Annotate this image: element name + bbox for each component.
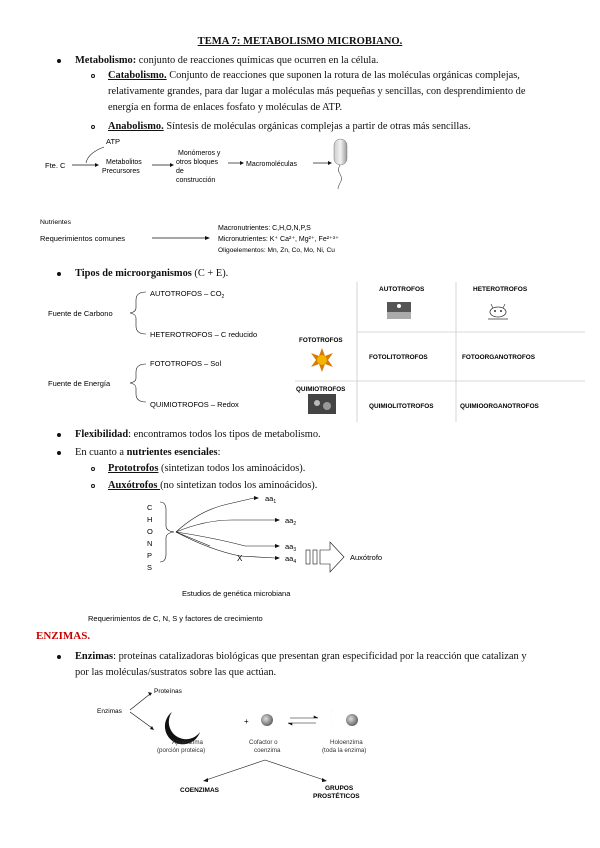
- genetics-caption: Estudios de genética microbiana: [182, 589, 291, 598]
- bullet-flexibilidad: [57, 433, 61, 437]
- auxotrofos-term: Auxótrofos: [108, 480, 161, 491]
- enzimas-label: Enzimas: [97, 708, 122, 715]
- anabolismo-line: [108, 119, 471, 135]
- arrow-1-head: [95, 163, 99, 167]
- grid-row-fototrofos: FOTOTROFOS: [299, 337, 343, 344]
- mono-line4: construcción: [176, 177, 216, 184]
- prototrofos-def: (sintetizan todos los aminoácidos).: [158, 463, 306, 474]
- circle-bullet-catabolismo: [91, 74, 95, 78]
- holo-line1: Holoenzima: [330, 739, 363, 746]
- micronutrientes: Micronutrientes: K⁺ Ca²⁺, Mg²⁺, Fe²⁺³⁺: [218, 236, 339, 243]
- cofactor-icon: [261, 714, 273, 726]
- heterotrofos-label: HETEROTROFOS – C reducido: [150, 330, 258, 339]
- anabolismo-def: Síntesis de moléculas orgánicas complejas a partir de otras más sencillas.: [163, 121, 471, 132]
- fte-c-label: Fte. C: [45, 161, 66, 170]
- flexibilidad-line: [75, 427, 321, 443]
- flexibilidad-def: : encontramos todos los tipos de metabolismo.: [128, 429, 321, 440]
- coenzimas-label: COENZIMAS: [180, 787, 219, 794]
- auxotrofo-arrow: [306, 542, 344, 572]
- enzimas-block: [75, 649, 575, 681]
- catabolismo-line2: relativamente grandes, para dar lugar a moléculas más pequeñas y sencillas, con desprendimiento de: [108, 86, 526, 97]
- brace-carbono: [130, 292, 146, 334]
- atp-curve: [86, 147, 104, 163]
- blocked-x-mark: X: [237, 554, 243, 563]
- aa3-label: $aa_3$: [285, 542, 297, 553]
- grupos-line1: GRUPOS: [325, 785, 354, 792]
- nutrientes-post: :: [217, 447, 221, 458]
- auxotrofos-def: (no sintetizan todos los aminoácidos).: [160, 480, 318, 491]
- cof-line1: Cofactor o: [249, 739, 278, 746]
- bacterium-icon: [334, 139, 347, 165]
- arrow-heads: [254, 496, 280, 560]
- fuente-carbono: Fuente de Carbono: [48, 309, 113, 318]
- apo-line2: (porción proteica): [157, 747, 206, 754]
- atp-label: ATP: [106, 137, 121, 146]
- plus-sign: +: [244, 717, 249, 726]
- holo-line2: (toda la enzima): [322, 747, 367, 754]
- proteinas-label: Proteínas: [154, 688, 182, 695]
- enzimas-line1: : proteínas catalizadoras biológicas que presentan gran especificidad por la reacción que catalizan y: [113, 651, 527, 662]
- aa2-label: $aa_2$: [285, 516, 297, 527]
- requerimientos-label: Requerimientos comunes: [40, 234, 126, 243]
- prototrofos-term: Prototrofos: [108, 463, 159, 474]
- metab-line2: Precursores: [102, 168, 140, 175]
- letters-brace: [160, 502, 174, 562]
- metabolismo-line: [75, 53, 379, 69]
- bullet-metabolismo: [57, 59, 61, 63]
- flexibilidad-term: Flexibilidad: [75, 429, 129, 440]
- branch-arrows: [176, 498, 275, 558]
- heterotroph-icon: [488, 304, 508, 319]
- letter-h: H: [147, 515, 153, 524]
- metabolismo-term: Metabolismo:: [75, 55, 137, 66]
- bullet-tipos: [57, 272, 61, 276]
- grid-fotoorganotrofos: FOTOORGANOTROFOS: [462, 354, 536, 361]
- chemotroph-image: [308, 394, 336, 414]
- arrow-4-head: [328, 161, 332, 165]
- tipos-line: [75, 266, 228, 282]
- brace-energia: [130, 364, 146, 402]
- circle-bullet-auxotrofos: [91, 484, 95, 488]
- grid-col-autotrofos: AUTOTROFOS: [379, 286, 425, 293]
- enzimas-line2: por las moléculas/sustratos sobre las que actúan.: [75, 667, 277, 678]
- catabolismo-line3: energía en forma de enlaces fosfato y moléculas de ATP.: [108, 102, 343, 113]
- letter-n: N: [147, 539, 153, 548]
- nutrientes-pre: En cuanto a: [75, 447, 127, 458]
- oligoelementos: Oligoelementos: Mn, Zn, Co, Mo, Ni, Cu: [218, 247, 335, 254]
- letter-s: S: [147, 563, 153, 572]
- macro-label: Macromoléculas: [246, 161, 297, 168]
- letter-o: O: [147, 527, 153, 536]
- mono-line3: de: [176, 168, 184, 175]
- tipos-rest: (C + E).: [191, 268, 229, 279]
- aa4-label: $aa_4$: [285, 554, 297, 565]
- genetics-diagram: [0, 490, 600, 625]
- sun-icon: [311, 348, 333, 372]
- tipos-term: Tipos de microorganismos: [75, 268, 192, 279]
- nutrientes-label: Nutrientes: [40, 219, 71, 226]
- apo-line1: Apoenzima: [172, 739, 203, 746]
- enzimas-heading: ENZIMAS.: [36, 630, 91, 642]
- bullet-nutrientes: [57, 451, 61, 455]
- grid-fotolitotrofos: FOTOLITOTROFOS: [369, 354, 428, 361]
- letter-c: C: [147, 503, 153, 512]
- requirements-text: Requerimientos de C, N, S y factores de crecimiento: [88, 614, 263, 623]
- mono-line2: otros bloques: [176, 159, 219, 166]
- catabolismo-term: Catabolismo.: [108, 70, 167, 81]
- grupos-line2: PROSTÉTICOS: [313, 793, 360, 800]
- arrow-2-head: [170, 163, 174, 167]
- nutrients-diagram: [0, 215, 600, 260]
- arrow-3-head: [240, 161, 244, 165]
- letter-p: P: [147, 551, 153, 560]
- page-title: TEMA 7: METABOLISMO MICROBIANO.: [197, 36, 403, 47]
- classification-diagram: [0, 282, 300, 412]
- classification-grid: [295, 282, 585, 422]
- metabolismo-def: conjunto de reacciones químicas que ocurren en la célula.: [136, 55, 379, 66]
- arrow-apoenzima: [130, 712, 152, 728]
- nutrients-arrow-head: [205, 236, 210, 240]
- quimiotrofos-label: QUIMIOTROFOS – Redox: [150, 400, 239, 409]
- circle-bullet-anabolismo: [91, 125, 95, 129]
- prototrofos-line: [108, 461, 305, 477]
- metab-line1: Metabolitos: [106, 159, 142, 166]
- catabolismo-line1: Conjunto de reacciones que suponen la rotura de las moléculas orgánicas complejas,: [166, 70, 520, 81]
- nutrientes-term: nutrientes esenciales: [126, 447, 218, 458]
- grid-quimioorganotrofos: QUIMIOORGANOTROFOS: [460, 403, 539, 410]
- anabolismo-term: Anabolismo.: [108, 121, 164, 132]
- flagellum-icon: [338, 165, 342, 189]
- cof-line2: coenzima: [254, 747, 281, 754]
- macronutrientes: Macronutrientes: C,H,O,N,P,S: [218, 225, 311, 232]
- holoenzyme-cofactor: [346, 714, 358, 726]
- arrow-proteinas: [130, 694, 150, 710]
- arrow-coenzimas: [206, 760, 265, 780]
- aa1-label: $aa_1$: [265, 494, 277, 505]
- circle-bullet-prototrofos: [91, 467, 95, 471]
- mono-line1: Monómeros y: [178, 150, 221, 157]
- grid-row-quimiotrofos: QUIMIOTROFOS: [296, 386, 346, 393]
- autotrofos-label: AUTOTROFOS – $CO_2$: [150, 289, 225, 300]
- grid-col-heterotrofos: HETEROTROFOS: [473, 286, 528, 293]
- bullet-enzimas: [57, 655, 61, 659]
- enzyme-diagram: [0, 682, 600, 812]
- fuente-energia: Fuente de Energía: [48, 379, 111, 388]
- fototrofos-label: FOTOTROFOS – Sol: [150, 359, 222, 368]
- nutrientes-esenciales-line: [75, 445, 220, 461]
- catabolismo-block: [108, 68, 578, 116]
- enzimas-term: Enzimas: [75, 651, 114, 662]
- arrow-grupos: [265, 760, 324, 780]
- equilibrium-arrows: [288, 716, 318, 725]
- anabolism-diagram: [0, 135, 600, 195]
- auxotrofo-label: Auxótrofo: [350, 553, 383, 562]
- grid-quimiolitotrofos: QUIMIOLITOTROFOS: [369, 403, 434, 410]
